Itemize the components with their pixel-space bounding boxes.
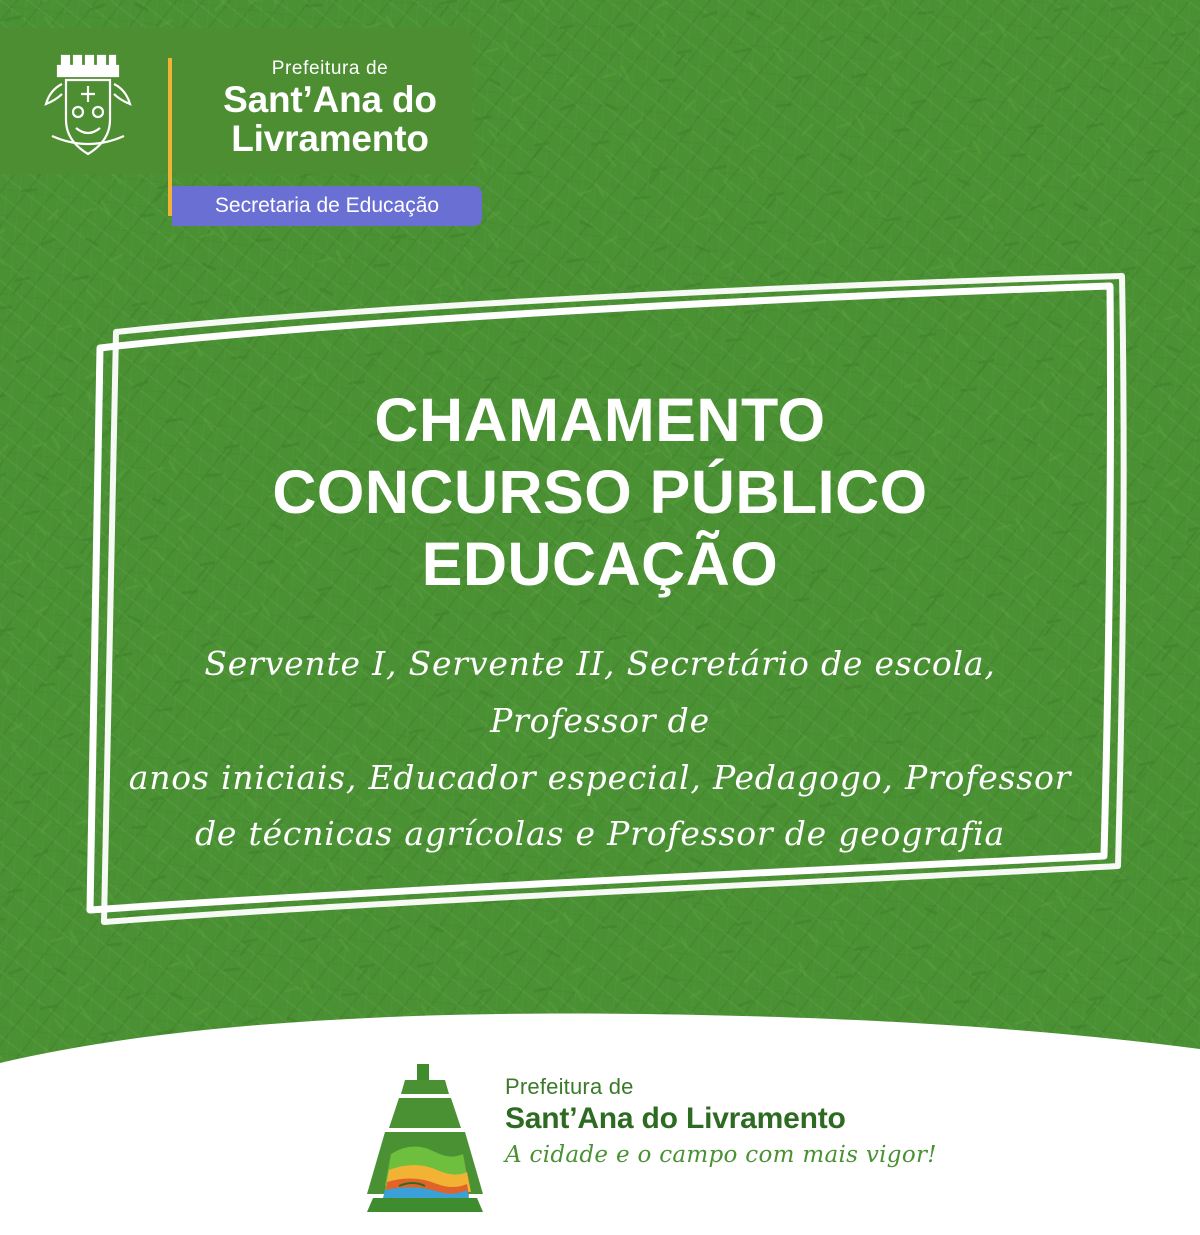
header-department-label: Secretaria de Educação xyxy=(172,186,482,226)
subtitle-line-3: de técnicas agrícolas e Professor de geografia xyxy=(194,814,1006,854)
header-city-name xyxy=(180,80,480,158)
subtitle-line-1: Servente I, Servente II, Secretário de escola, Professor de xyxy=(204,644,996,740)
footer-city-name: Sant’Ana do Livramento xyxy=(505,1102,846,1135)
title-line-2: CONCURSO PÚBLICO xyxy=(272,457,928,526)
positions-subtitle xyxy=(120,636,1080,863)
title-line-3: EDUCAÇÃO xyxy=(421,529,779,598)
header-city-line2: Livramento xyxy=(231,118,429,160)
header-badge xyxy=(0,28,490,217)
footer-prefeitura-label: Prefeitura de xyxy=(505,1074,634,1099)
header-city-line1: Sant’Ana do xyxy=(223,79,437,120)
footer-brand-text xyxy=(505,1074,955,1168)
coat-of-arms-icon xyxy=(36,50,140,158)
title-line-1: CHAMAMENTO xyxy=(374,386,826,454)
footer-slogan: A cidade e o campo com mais vigor! xyxy=(505,1142,937,1168)
footer xyxy=(0,1050,1200,1235)
page-title xyxy=(150,385,1050,601)
header-prefeitura-label: Prefeitura de xyxy=(271,58,389,79)
city-monument-logo-icon xyxy=(355,1058,495,1218)
subtitle-line-2: anos iniciais, Educador especial, Pedagogo, Professor xyxy=(128,757,1072,797)
